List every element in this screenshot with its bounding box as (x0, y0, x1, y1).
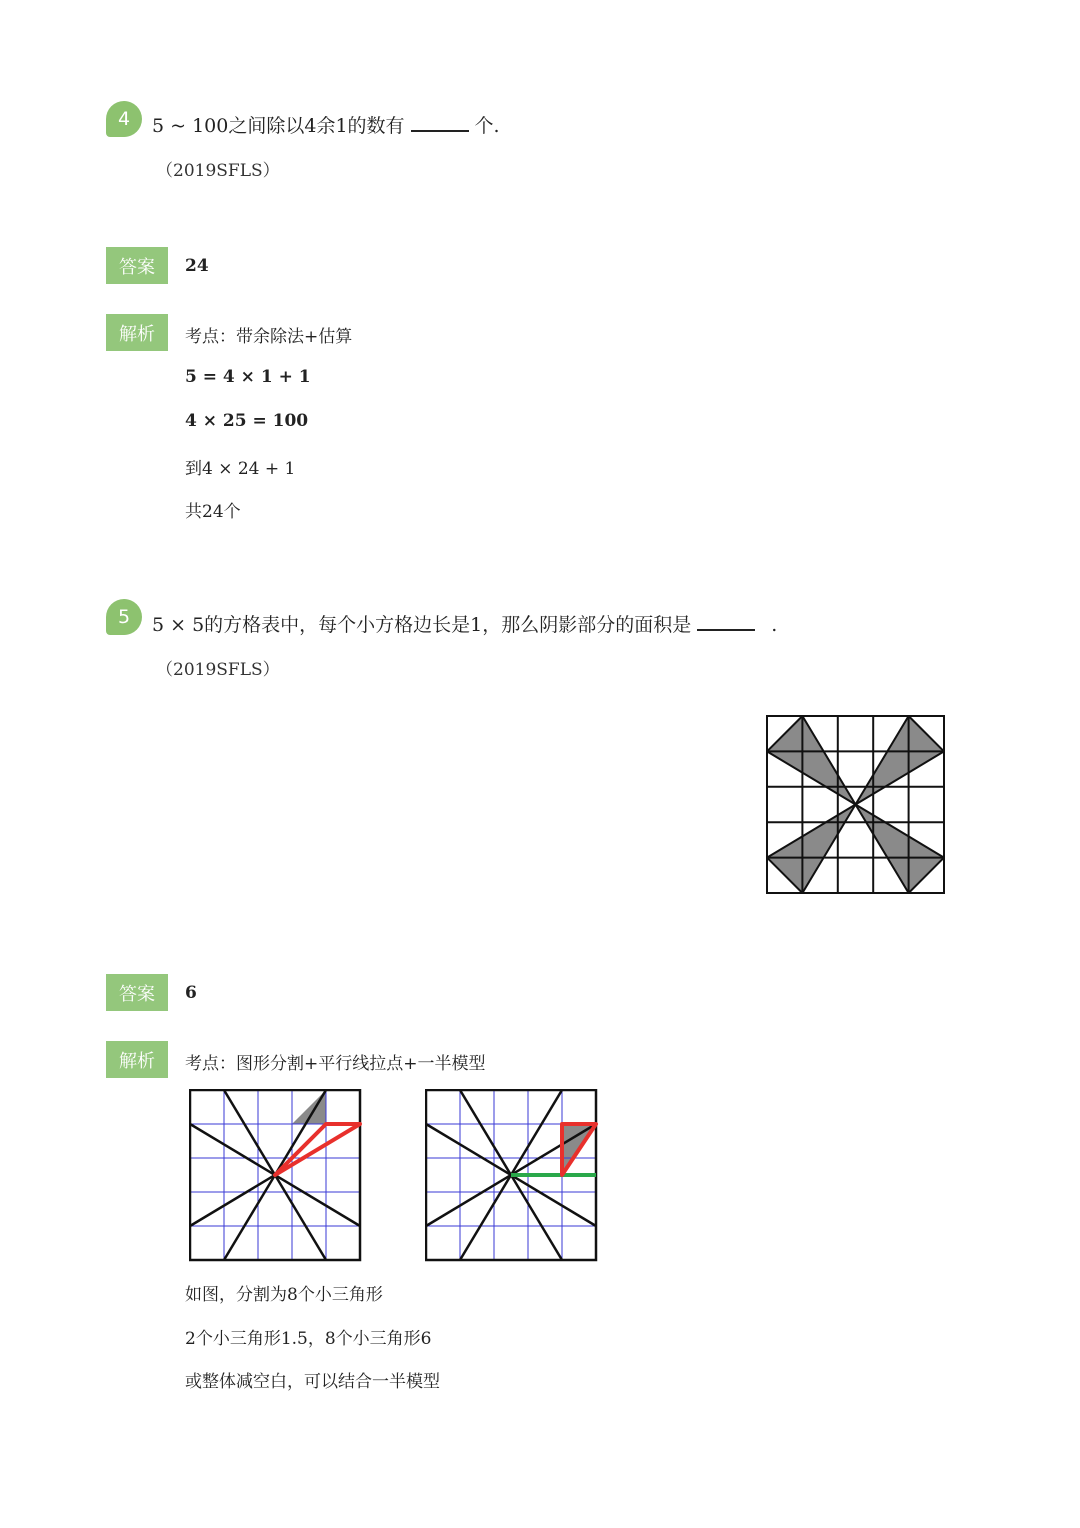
question-text: 5 ~ 100之间除以4余1的数有 个. (152, 115, 500, 137)
analysis-line: 4 × 25 = 100 (185, 411, 309, 431)
question-source: （2019SFLS） (156, 660, 280, 680)
answer-blank (411, 116, 469, 132)
analysis-title: 考点：图形分割+平行线拉点+一半模型 (185, 1054, 486, 1074)
shaded-triangle (767, 716, 856, 805)
shaded-triangle (856, 716, 945, 805)
analysis-line: 2个小三角形1.5，8个小三角形6 (185, 1329, 432, 1349)
shaded-triangle (767, 805, 856, 894)
analysis-tag: 解析 (106, 1041, 168, 1078)
red-triangle (275, 1124, 360, 1175)
answer-tag: 答案 (106, 247, 168, 284)
answer-tag: 答案 (106, 974, 168, 1011)
analysis-line: 如图，分割为8个小三角形 (185, 1285, 383, 1305)
analysis-line: 共24个 (185, 502, 241, 522)
answer-blank (697, 615, 755, 631)
analysis-line: 考点：带余除法+估算 (185, 327, 353, 347)
problem-figure (766, 715, 946, 895)
analysis-line: 5 = 4 × 1 + 1 (185, 367, 311, 387)
question-number-badge: 4 (106, 101, 142, 137)
analysis-line: 或整体减空白，可以结合一半模型 (185, 1372, 440, 1392)
question-number-badge: 5 (106, 599, 142, 635)
analysis-tag: 解析 (106, 314, 168, 351)
shaded-triangle (856, 805, 945, 894)
answer-value: 24 (185, 256, 209, 276)
solution-figure-left (189, 1089, 363, 1263)
answer-value: 6 (185, 983, 197, 1003)
question-source: （2019SFLS） (156, 161, 280, 181)
solution-figure-right (425, 1089, 599, 1263)
question-text: 5 × 5的方格表中，每个小方格边长是1，那么阴影部分的面积是 . (152, 614, 778, 636)
analysis-line: 到4 × 24 + 1 (185, 459, 296, 479)
